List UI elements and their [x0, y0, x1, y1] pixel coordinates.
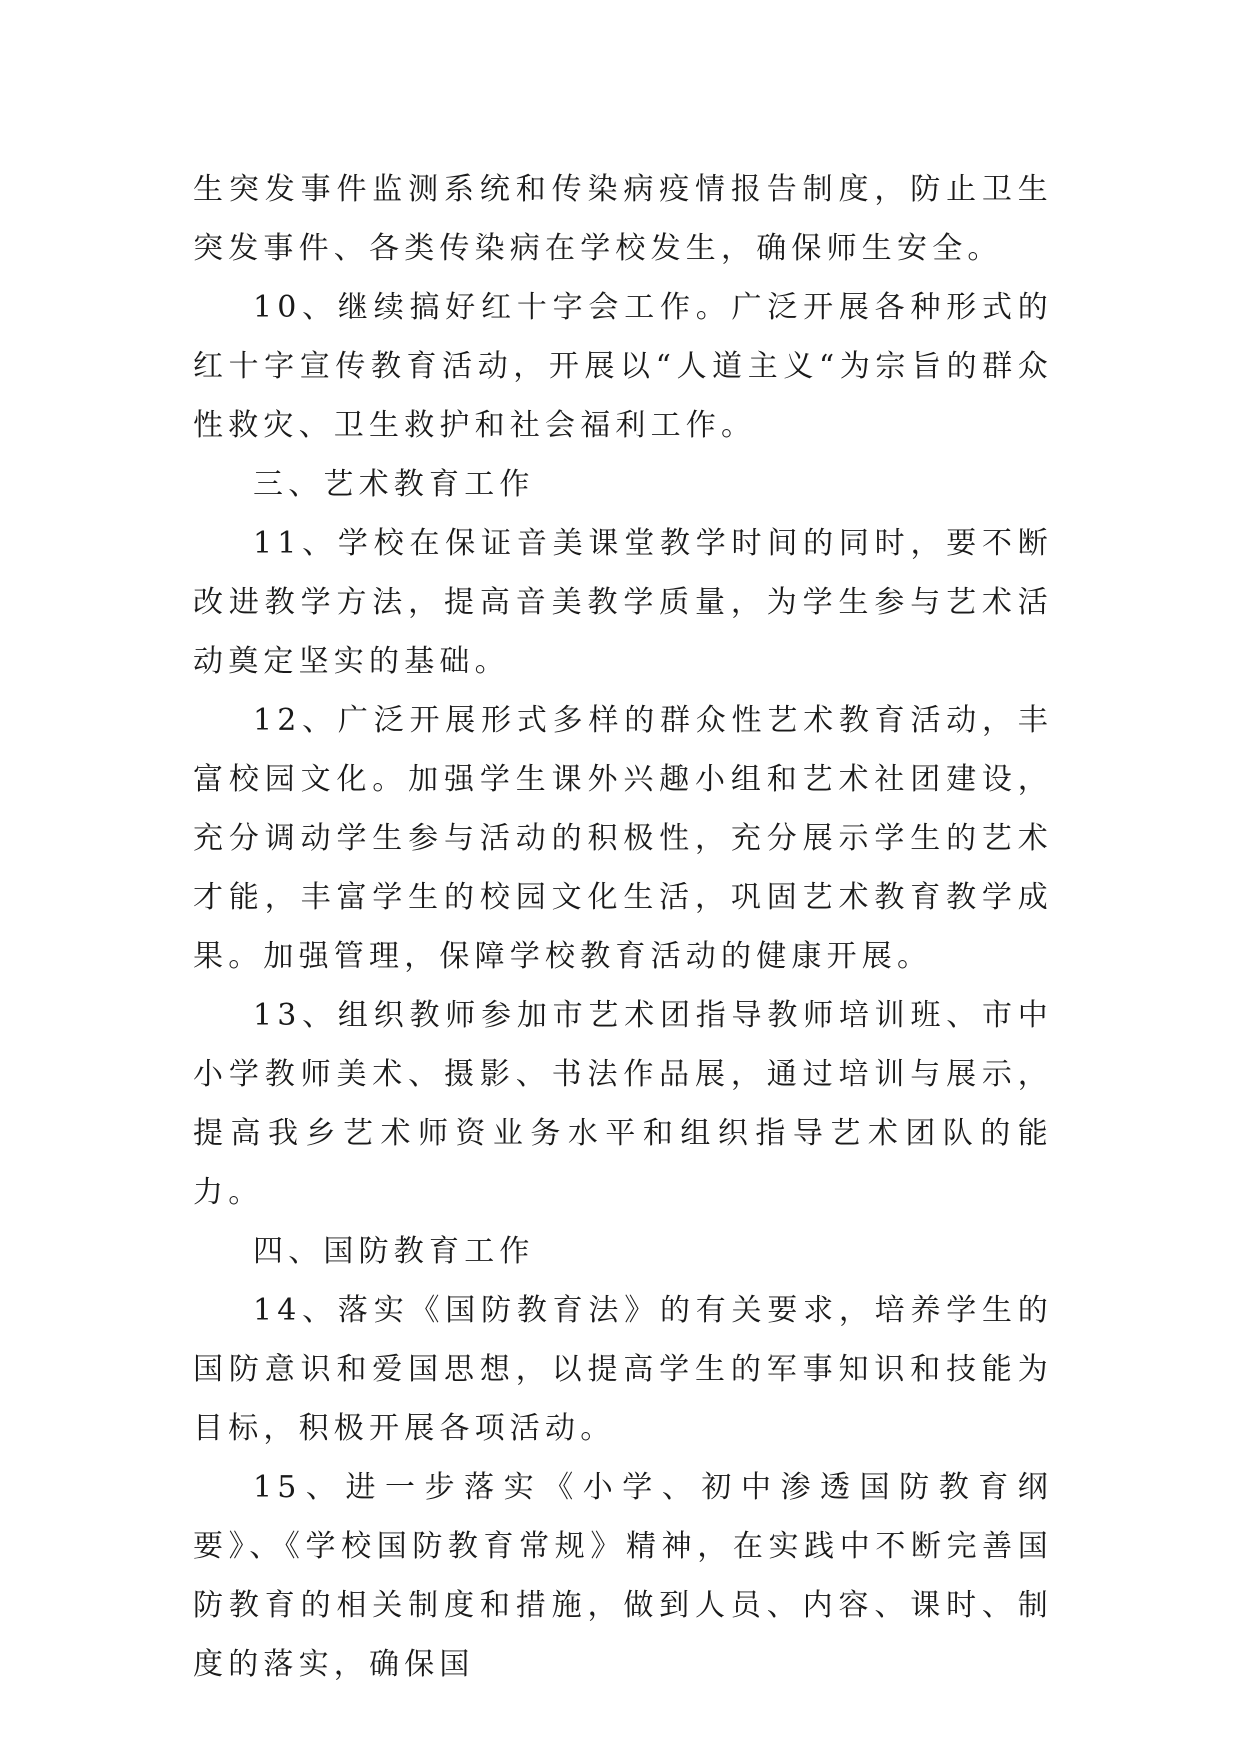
paragraph-item-14: 14、落实《国防教育法》的有关要求，培养学生的国防意识和爱国思想，以提高学生的军事知识和技能为目标，积极开展各项活动。 — [193, 1293, 1053, 1446]
paragraph-continuation: 生突发事件监测系统和传染病疫情报告制度，防止卫生突发事件、各类传染病在学校发生，确保师生安全。 — [193, 172, 1053, 266]
paragraph-item-15: 15、进一步落实《小学、初中渗透国防教育纲要》、《学校国防教育常规》精神，在实践中不断完善国防教育的相关制度和措施，做到人员、内容、课时、制度的落实，确保国 — [193, 1470, 1053, 1682]
document-page — [193, 160, 1053, 1694]
paragraph-item-11: 11、学校在保证音美课堂教学时间的同时，要不断改进教学方法，提高音美教学质量，为学生参与艺术活动奠定坚实的基础。 — [193, 526, 1053, 679]
paragraph-item-12: 12、广泛开展形式多样的群众性艺术教育活动，丰富校园文化。加强学生课外兴趣小组和艺术社团建设，充分调动学生参与活动的积极性，充分展示学生的艺术才能，丰富学生的校园文化生活，巩固艺术教育教学成果。加强管理，保障学校教育活动的健康开展。 — [193, 703, 1053, 974]
paragraph-item-10: 10、继续搞好红十字会工作。广泛开展各种形式的红十字宣传教育活动，开展以“人道主义“为宗旨的群众性救灾、卫生救护和社会福利工作。 — [193, 290, 1053, 443]
paragraph-item-13: 13、组织教师参加市艺术团指导教师培训班、市中小学教师美术、摄影、书法作品展，通过培训与展示，提高我乡艺术师资业务水平和组织指导艺术团队的能力。 — [193, 998, 1053, 1210]
section-heading-defense-education: 四、国防教育工作 — [253, 1234, 535, 1269]
section-heading-art-education: 三、艺术教育工作 — [253, 467, 535, 502]
